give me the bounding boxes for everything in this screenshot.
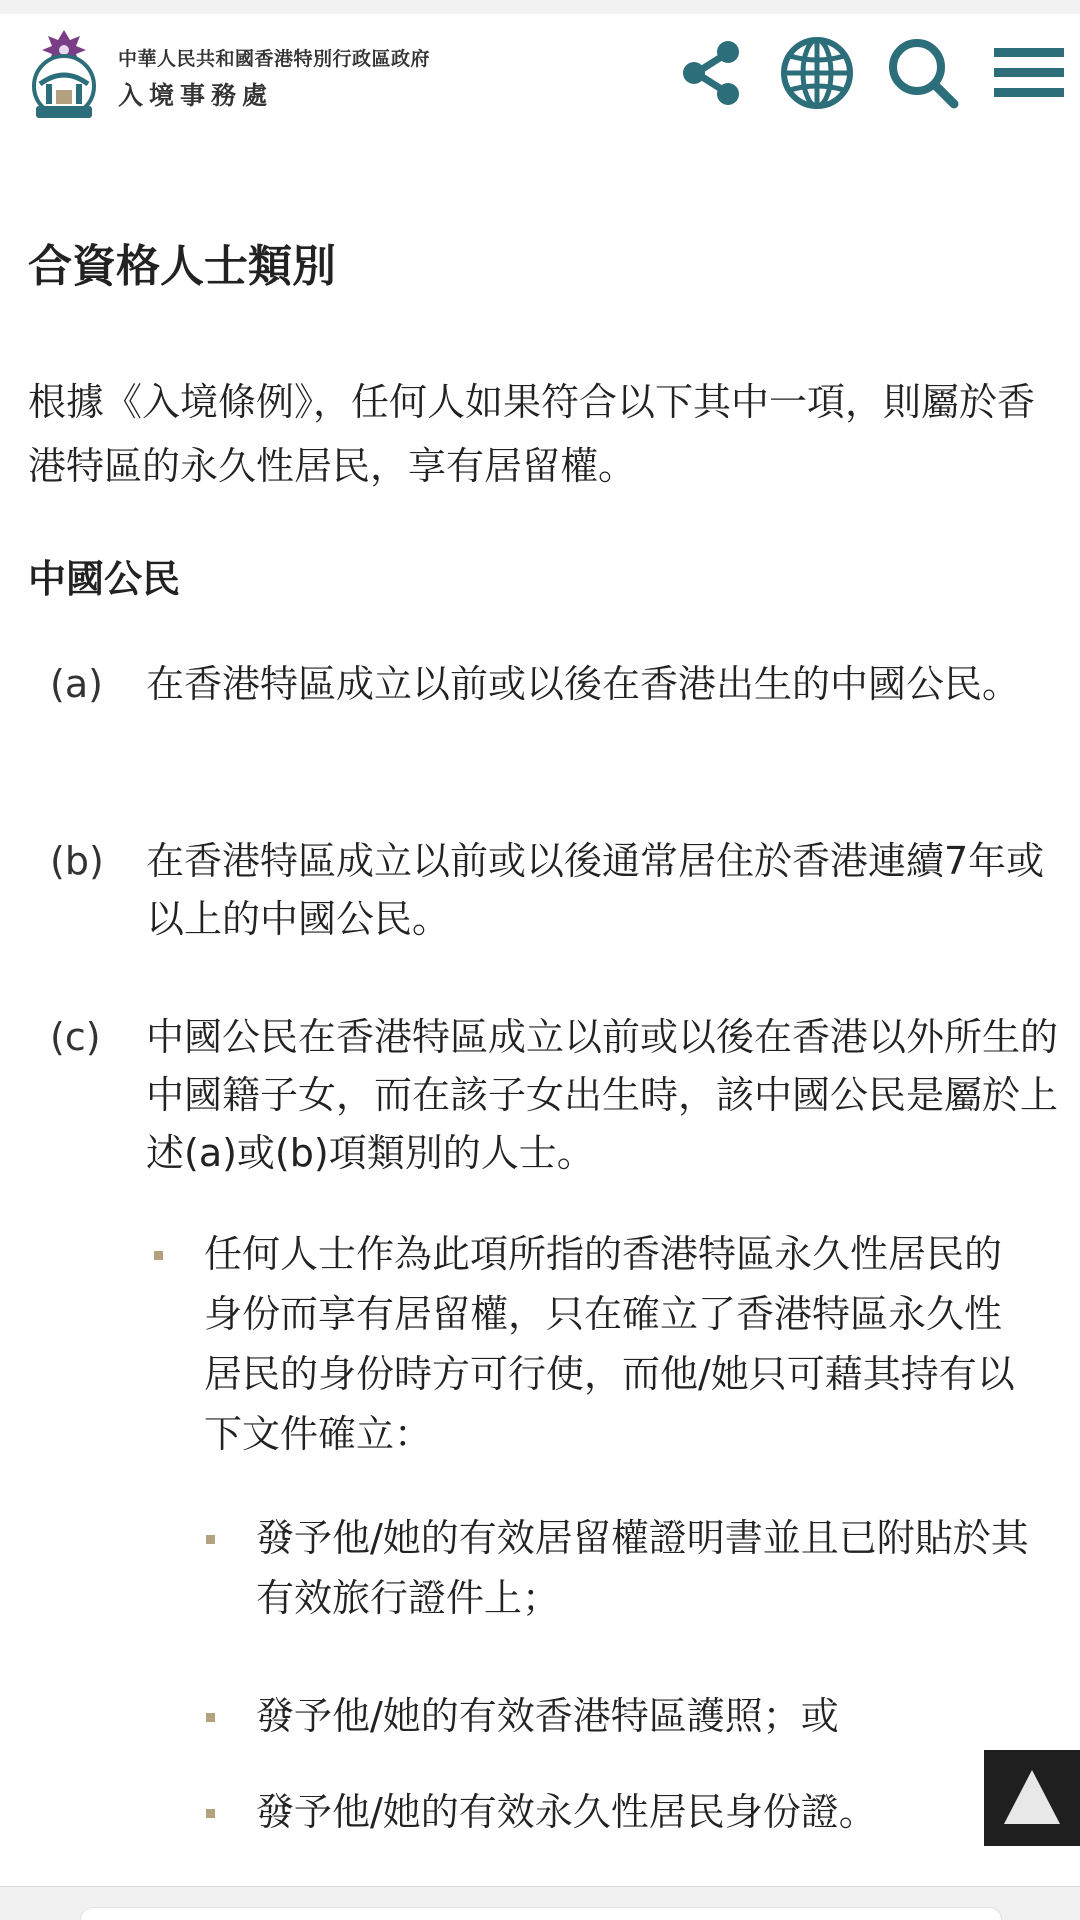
item-text: 在香港特區成立以前或以後通常居住於香港連續7年或以上的中國公民。 [146, 839, 1045, 941]
department-name: 入境事務處 [118, 81, 274, 110]
square-bullet-icon [154, 1251, 163, 1260]
item-marker: (a) [50, 662, 103, 706]
browser-top-edge [0, 0, 1080, 15]
subheading-chinese-citizens: 中國公民 [28, 557, 181, 601]
note-text: 任何人士作為此項所指的香港特區永久性居民的身份而享有居留權，只在確立了香港特區永久性居民的身份時方可行使，而他/她只可藉其持有以下文件確立： [204, 1232, 1015, 1456]
intro-paragraph: 根據《入境條例》，任何人如果符合以下其中一項，則屬於香港特區的永久性居民，享有居留權。 [28, 380, 1036, 488]
search-icon[interactable] [884, 34, 962, 112]
square-bullet-icon [206, 1809, 215, 1818]
item-text: 中國公民在香港特區成立以前或以後在香港以外所生的中國籍子女，而在該子女出生時，該中國公民是屬於上述(a)或(b)項類別的人士。 [146, 1015, 1059, 1175]
item-marker: (c) [50, 1015, 101, 1059]
immd-logo-icon[interactable] [26, 26, 102, 122]
government-name: 中華人民共和國香港特別行政區政府 [118, 48, 431, 70]
document-text: 發予他/她的有效永久性居民身份證。 [256, 1790, 877, 1834]
globe-icon[interactable] [778, 34, 856, 112]
square-bullet-icon [206, 1713, 215, 1722]
site-header [0, 14, 1080, 134]
browser-address-pill[interactable] [80, 1907, 1002, 1920]
menu-icon[interactable] [990, 34, 1068, 112]
browser-bottom-bar [0, 1886, 1080, 1920]
square-bullet-icon [206, 1535, 215, 1544]
back-to-top-button[interactable] [984, 1750, 1080, 1846]
document-text: 發予他/她的有效香港特區護照；或 [256, 1694, 839, 1738]
section-title: 合資格人士類別 [28, 241, 336, 292]
triangle-up-icon [984, 1750, 1080, 1846]
item-marker: (b) [50, 839, 104, 883]
document-text: 發予他/她的有效居留權證明書並且已附貼於其有效旅行證件上； [256, 1516, 1029, 1620]
item-text: 在香港特區成立以前或以後在香港出生的中國公民。 [146, 662, 1021, 706]
share-icon[interactable] [672, 34, 750, 112]
